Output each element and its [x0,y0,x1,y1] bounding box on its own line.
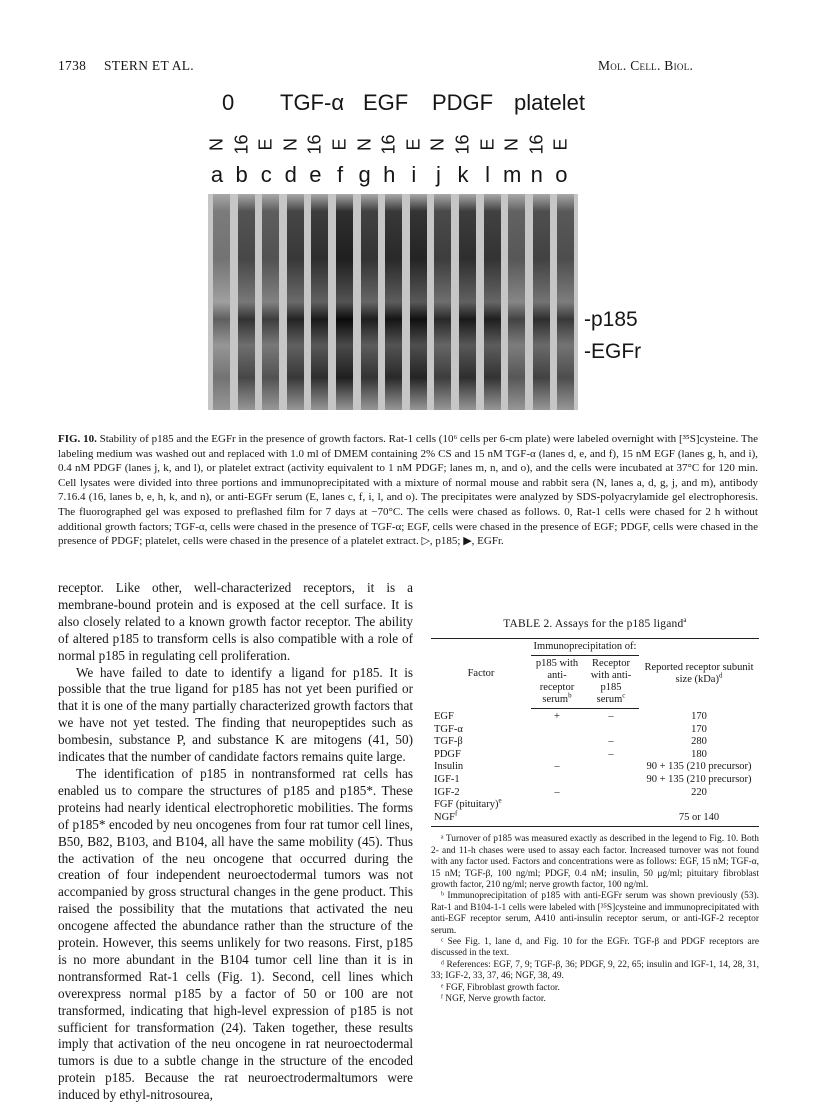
gel-lane [533,194,550,410]
cell-receptor [583,761,639,774]
table-title: TABLE 2. Assays for the p185 ligand$^a$ [503,616,687,630]
cell-factor: TGF-α [434,723,463,735]
lane-label: e [309,162,322,187]
serum-label: N [427,138,448,151]
lane-label: l [485,162,491,187]
cell-receptor: – [608,748,614,760]
gel-lane [385,194,402,410]
marker-p185: -p185 [584,308,638,331]
cell-factor: NGF$^f$ [431,812,531,827]
lane-label: f [336,162,344,187]
gel-lane [287,194,304,410]
cell-factor: Insulin [434,761,464,773]
table-body [431,709,759,827]
cell-size: 90 + 135 (210 precursor) [646,761,752,773]
cell-factor: TGF-β [434,736,463,748]
col-header-immunoprecipitation: Immunoprecipitation of: [531,639,639,656]
serum-labels [200,132,585,160]
table-row [431,799,759,812]
serum-label: N [206,138,227,151]
gel-fluorograph [208,194,578,410]
footnote: ᵇ Immunoprecipitation of p185 with anti-EGFr serum was shown previously (53). Rat-1 and B104-1-1 cells were labeled with [³⁵S]cysteine and immunoprecipitated with anti-EGF receptor serum, A410 anti-insulin receptor serum, or anti-IGF-2 receptor serum. [431,891,759,936]
lane-label: g [358,162,371,187]
col-header-receptor-size: Reported receptor subunit size (kDa)$^d$ [639,639,759,709]
gel-lane [434,194,451,410]
serum-label: N [354,138,375,151]
cell-size: 280 [691,736,707,748]
footnote: ᵈ References: EGF, 7, 9; TGF-β, 36; PDGF, 9, 22, 65; insulin and IGF-1, 14, 28, 31, 33; IGF-2, 33, 37, 46; NGF, 38, 49. [431,959,759,982]
cell-size: 180 [691,748,707,760]
paragraph: We have failed to date to identify a ligand for p185. It is possible that the true ligand for p185 has not yet been purified or that it is one of the many partially characterized growth factors that we have not yet tested. The finding that neuropeptides such as bombesin, substance P, and substance K are mitogens (41, 50) indicates that the number of candidate factors remains quite large. [58,664,413,765]
page-number: 1738 [58,58,87,73]
gel-lane [557,194,574,410]
table-2 [431,618,759,1005]
cell-p185 [531,812,583,827]
gel-lane [238,194,255,410]
serum-label: N [501,138,522,151]
table-row [431,749,759,762]
cell-size: 90 + 135 (210 precursor) [646,773,752,785]
lane-label: n [530,162,543,187]
lane-labels [200,162,585,190]
cell-receptor [583,787,639,800]
cell-factor: IGF-1 [434,773,460,785]
figure-caption-text: Stability of p185 and the EGFr in the presence of growth factors. Rat-1 cells (10⁶ cells per 6-cm plate) were labeled overnight with [³⁵S]cysteine. The labeling medium was washed out and replaced with 1.0 ml of DMEM containing 2% CS and 15 nM TGF-α (lanes d, e, and f), 15 nM EGF (lanes g, h, and i), 0.4 nM PDGF (lanes j, k, and l), or platelet extract (activity equivalent to 1 nM PDGF; lanes m, n, and o), and the cells were incubated at 37°C for 120 min. Cell lysates were divided into three portions and immunoprecipitated with a mixture of normal mouse and rabbit sera (N, lanes a, d, g, j, and m), antibody 7.16.4 (16, lanes b, e, h, k, and n), or anti-EGFr serum (E, lanes c, f, i, l, and o). The precipitates were analyzed by SDS-polyacrylamide gel electrophoresis. The fluorographed gel was exposed to preflashed film for 7 days at −70°C. The cells were chased as follows. 0, Rat-1 cells were chased for 2 h without additional growth factors; TGF-α, cells were chased in the presence of TGF-α; EGF, cells were chased in the presence of EGF; PDGF, cells were chased in the presence of PDGF; platelet, cells were chased in the presence of a platelet extract. ▷, p185; ▶, EGFr. [58,433,759,548]
gel-lane [213,194,230,410]
table-row [431,761,759,774]
cell-size: 170 [691,723,707,735]
cell-size: 75 or 140 [639,812,759,827]
figure-label: FIG. 10. [58,433,97,445]
table-row [431,787,759,800]
cell-p185 [531,774,583,787]
lane-label: o [555,162,568,187]
cell-receptor [583,799,639,812]
lane-label: a [210,162,224,187]
ligand-assay-table [431,638,759,827]
cell-size [639,799,759,812]
body-text-column [58,580,413,1104]
gel-lane [410,194,427,410]
table-row [431,724,759,737]
serum-label: E [403,138,424,151]
cell-p185: – [554,786,560,798]
cell-size: 170 [691,710,707,722]
footnote: ᶜ See Fig. 1, lane d, and Fig. 10 for the EGFr. TGF-β and PDGF receptors are discussed in the text. [431,937,759,959]
group-label-pdgf: PDGF [432,90,494,115]
serum-label: E [550,138,571,151]
figure-10 [200,90,666,412]
group-label-0: 0 [222,90,235,115]
cell-p185: + [554,711,560,722]
table-row [431,774,759,787]
footnote: ᵉ FGF, Fibroblast growth factor. [441,982,560,993]
lane-label: h [383,162,396,187]
cell-receptor: – [608,711,614,722]
col-header-p185: p185 with anti-receptor serum$^b$ [531,656,583,709]
serum-label: N [280,138,301,151]
lane-label: j [435,162,441,187]
serum-label: 16 [452,134,473,155]
paragraph: The identification of p185 in nontransformed rat cells has enabled us to compare the structures of p185 and p185*. These proteins had nearly identical electrophoretic mobilities. The forms of p185* encoded by neu oncogenes from four rat tumor cell lines, B50, B82, B103, and B104, all have the same mobility (45). Thus the activation of the neu oncogene that occurred during the creation of four independent neuroectodermal tumors was not accompanied by gross structural changes in the gene product. This raised the possibility that the mutations that activated the neu oncogene affected the abundance rather than the structure of the protein. However, this seems unlikely for two reasons. First, p185 is no more abundant in the B104 tumor cell line than it is in nontransformed Rat-1 cells (Fig. 1). Second, cell lines which overexpress normal p185 by a factor of 50 or 100 are not transformed, indicating that high-level expression of p185 is not sufficient for transformation (24). Taken together, these results imply that activation of the neu oncogene in rat neuroectodermal tumors is due to a subtle change in the structure of the encoded protein p185. Because the rat neuroectrodermaltumors were induced by ethyl-nitrosourea, [58,765,413,1103]
gel-lane [311,194,328,410]
cell-receptor: – [608,736,614,748]
gel-lane [508,194,525,410]
cell-factor: FGF (pituitary)$^e$ [434,796,502,811]
cell-factor: EGF [434,710,454,722]
table-row [431,812,759,827]
group-label-egf: EGF [363,90,409,115]
cell-receptor [583,774,639,787]
col-header-factor: Factor [431,639,531,709]
footnote: ᵃ Turnover of p185 was measured exactly as described in the legend to Fig. 10. Both 2- and 11-h chases were used to assay each factor. Increased turnover was not found with any factor used. Factors and concentrations were as follows: EGF, 15 nM; TGF-α, 15 nM; TGF-β, 100 ng/ml; PDGF, 0.4 nM; insulin, 50 μg/ml; pituitary fibroblast growth factor, 210 ng/ml; nerve growth factor, 100 ng/ml. [431,834,759,890]
lane-label: m [503,162,522,187]
cell-p185 [531,736,583,749]
figure-caption [58,432,758,549]
lane-label: b [235,162,248,187]
footnote: ᶠ NGF, Nerve growth factor. [441,994,546,1005]
lane-label: c [260,162,272,187]
gel-lane [262,194,279,410]
group-label-platelet: platelet [514,90,585,115]
serum-label: 16 [526,134,547,155]
serum-label: E [477,138,498,151]
cell-p185 [531,724,583,737]
cell-factor: PDGF [434,748,461,760]
serum-label: E [329,138,350,151]
cell-factor: IGF-2 [434,786,460,798]
serum-label: 16 [231,134,252,155]
lane-label: d [284,162,297,187]
lane-label: k [457,162,469,187]
marker-egfr: -EGFr [584,340,642,363]
cell-p185 [531,749,583,762]
serum-label: 16 [304,134,325,155]
gel-lane [459,194,476,410]
gel-lane [484,194,501,410]
group-label-tgf-alpha: TGF-α [280,90,345,115]
serum-label: 16 [378,134,399,155]
gel-lane [336,194,353,410]
running-author: STERN ET AL. [104,58,194,73]
cell-receptor [583,724,639,737]
cell-receptor [583,812,639,827]
table-row [431,709,759,724]
cell-p185: – [554,761,560,773]
col-header-receptor: Receptor with anti-p185 serum$^c$ [583,656,639,709]
lane-label: i [411,162,417,187]
table-footnotes [431,834,759,1005]
paragraph: receptor. Like other, well-characterized receptors, it is a membrane-bound protein and is exposed at the cell surface. It is also closely related to a known growth factor receptor. The ability of altered p185 to transform cells is also compatible with a role of normal p185 in regulating cell proliferation. [58,580,413,663]
gel-lane [361,194,378,410]
cell-size: 220 [691,786,707,798]
journal-title: Mol. Cell. Biol. [598,58,694,73]
serum-label: E [255,138,276,151]
cell-p185 [531,799,583,812]
table-row [431,736,759,749]
